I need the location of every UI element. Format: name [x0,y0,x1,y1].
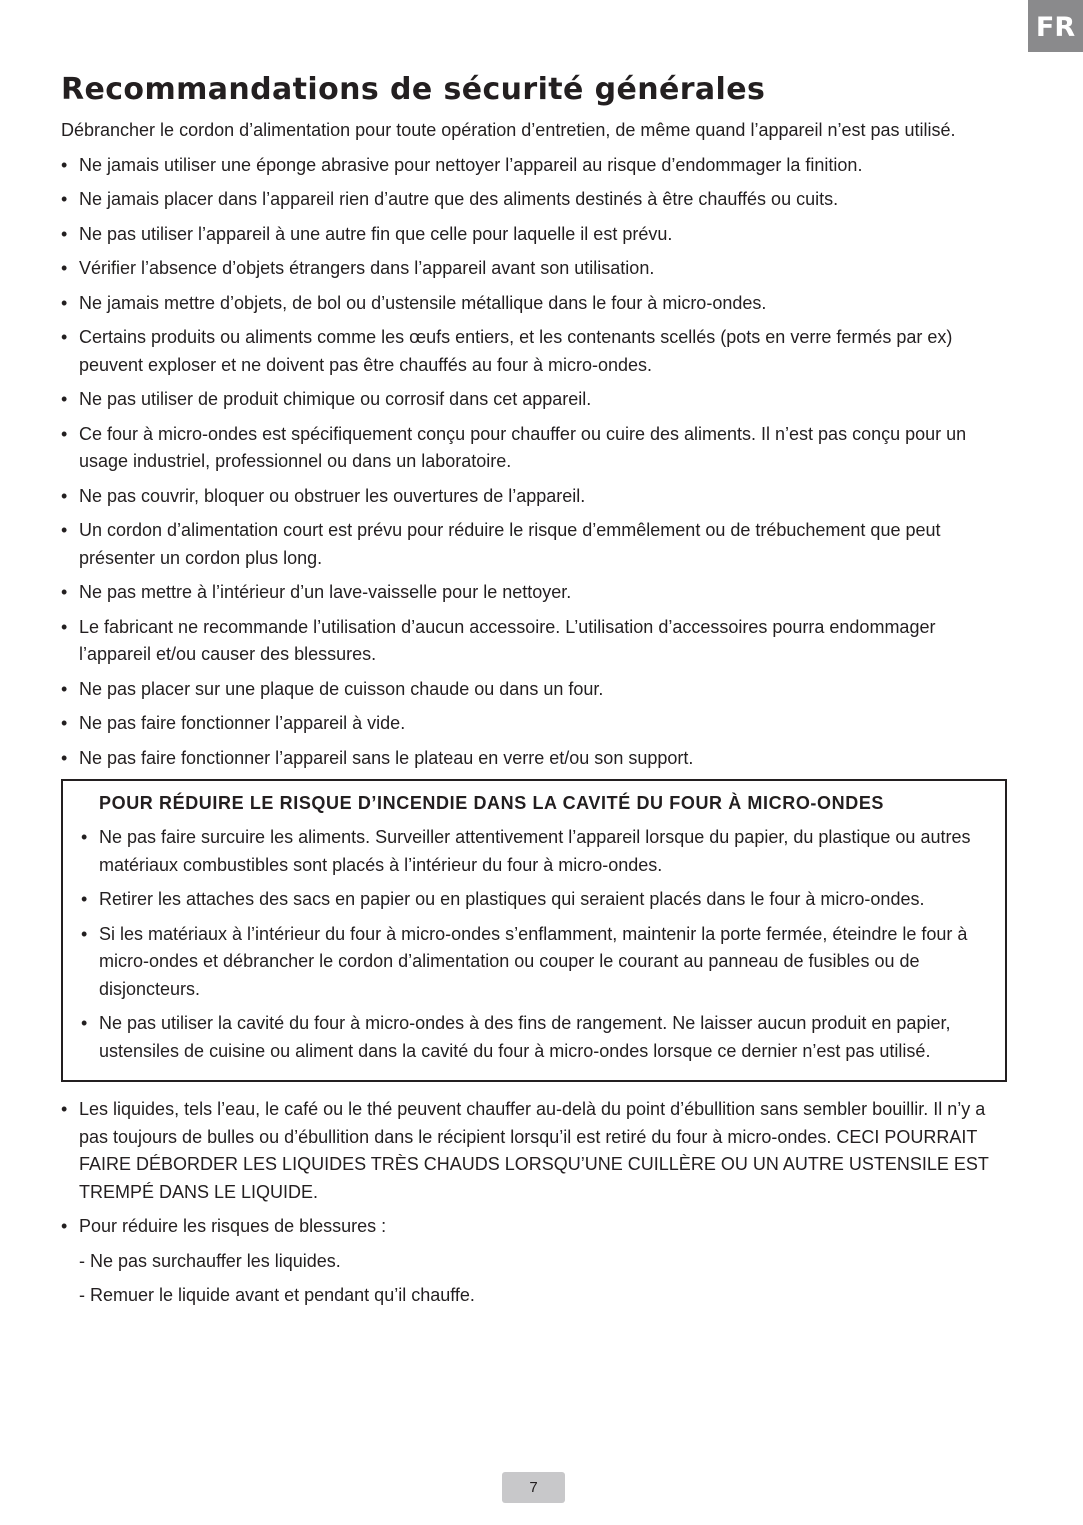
list-item: • Retirer les attaches des sacs en papier ou en plastiques qui seraient placés dans le four à micro-ondes. [81,886,981,914]
bullet-glyph: • [81,1013,88,1033]
safety-list-top [61,152,1011,773]
bullet-glyph: • [61,258,68,278]
bullet-glyph: • [61,747,68,768]
list-item: • Ce four à micro-ondes est spécifiquement conçu pour chauffer ou cuire des aliments. Il n’est pas conçu pour un usage industriel, professionnel ou dans un laboratoire. [61,421,1011,476]
list-item: • Ne pas mettre à l’intérieur d’un lave-vaisselle pour le nettoyer. [61,579,1011,607]
bullet-glyph: • [61,189,68,209]
bullet-glyph: • [61,1216,68,1236]
bullet-glyph: • [61,678,68,699]
language-tab: FR [1028,0,1083,52]
list-item: • Ne pas utiliser l’appareil à une autre fin que celle pour laquelle il est prévu. [61,221,1011,249]
list-item: • Pour réduire les risques de blessures : [61,1213,1011,1241]
bullet-glyph: • [61,154,68,175]
list-item: • Les liquides, tels l’eau, le café ou le thé peuvent chauffer au-delà du point d’ébullition sans sembler bouillir. Il n’y a pas toujours de bulles ou d’ébullition dans le récipient lorsqu’il est retiré du four à micro-ondes. CECI POURRAIT FAIRE DÉBORDER LES LIQUIDES TRÈS CHAUDS LORSQU’UNE CUILLÈRE OU UN AUTRE USTENSILE EST TREMPÉ DANS LE LIQUIDE. [61,1096,1011,1206]
bullet-glyph: • [61,389,68,409]
warning-box-list [81,824,981,1065]
bullet-glyph: • [81,923,88,944]
list-item: • Certains produits ou aliments comme les œufs entiers, et les contenants scellés (pots en verre fermés par ex) peuvent exploser et ne doivent pas être chauffés au four à micro-ondes. [61,324,1011,379]
bullet-glyph: • [61,485,68,506]
list-item: • Si les matériaux à l’intérieur du four à micro-ondes s’enflamment, maintenir la porte fermée, éteindre le four à micro-ondes et débrancher le cordon d’alimentation ou couper le courant au panneau de fusibles ou de disjoncteurs. [81,921,981,1004]
list-item: • Ne pas placer sur une plaque de cuisson chaude ou dans un four. [61,676,1011,704]
list-item: • Ne jamais mettre d’objets, de bol ou d’ustensile métallique dans le four à micro-ondes. [61,290,1011,318]
bullet-glyph: • [61,292,68,313]
intro-paragraph: Débrancher le cordon d’alimentation pour toute opération d’entretien, de même quand l’appareil n’est pas utilisé. [61,120,956,140]
page-number: 7 [502,1472,565,1503]
fire-risk-warning-box [61,779,1007,1082]
bullet-glyph: • [61,223,68,244]
sub-item: - Ne pas surchauffer les liquides. [79,1250,341,1271]
list-item: • Ne pas couvrir, bloquer ou obstruer les ouvertures de l’appareil. [61,483,1011,511]
document-body [61,117,1011,1317]
list-item: • Ne pas faire fonctionner l’appareil sans le plateau en verre et/ou son support. [61,745,1011,773]
bullet-glyph: • [61,616,68,637]
bullet-glyph: • [61,520,68,540]
bullet-glyph: • [61,423,68,444]
list-item: • Ne pas utiliser de produit chimique ou corrosif dans cet appareil. [61,386,1011,414]
bullet-glyph: • [61,713,68,733]
bullet-glyph: • [81,889,88,909]
bullet-glyph: • [61,1099,68,1119]
list-item: • Ne jamais placer dans l’appareil rien d’autre que des aliments destinés à être chauffés ou cuits. [61,186,1011,214]
list-item: • Ne jamais utiliser une éponge abrasive pour nettoyer l’appareil au risque d’endommager la finition. [61,152,1011,180]
safety-list-bottom [61,1096,1011,1241]
list-item: • Ne pas faire surcuire les aliments. Surveiller attentivement l’appareil lorsque du papier, du plastique ou autres matériaux combustibles sont placés à l’intérieur du four à micro-ondes. [81,824,981,879]
page-title: Recommandations de sécurité générales [61,72,766,107]
list-item: • Un cordon d’alimentation court est prévu pour réduire le risque d’emmêlement ou de trébuchement que peut présenter un cordon plus long. [61,517,1011,572]
list-item: • Le fabricant ne recommande l’utilisation d’aucun accessoire. L’utilisation d’accessoires pourra endommager l’appareil et/ou causer des blessures. [61,614,1011,669]
list-item: • Ne pas faire fonctionner l’appareil à vide. [61,710,1011,738]
bullet-glyph: • [81,827,88,847]
bullet-glyph: • [61,327,68,347]
bullet-glyph: • [61,582,68,602]
sub-item: - Remuer le liquide avant et pendant qu’il chauffe. [79,1285,475,1305]
warning-box-heading: POUR RÉDUIRE LE RISQUE D’INCENDIE DANS LA CAVITÉ DU FOUR À MICRO-ONDES [99,793,885,813]
list-item: • Ne pas utiliser la cavité du four à micro-ondes à des fins de rangement. Ne laisser aucun produit en papier, ustensiles de cuisine ou aliment dans la cavité du four à micro-ondes lorsque ce dernier n’est pas utilisé. [81,1010,981,1065]
list-item: • Vérifier l’absence d’objets étrangers dans l’appareil avant son utilisation. [61,255,1011,283]
